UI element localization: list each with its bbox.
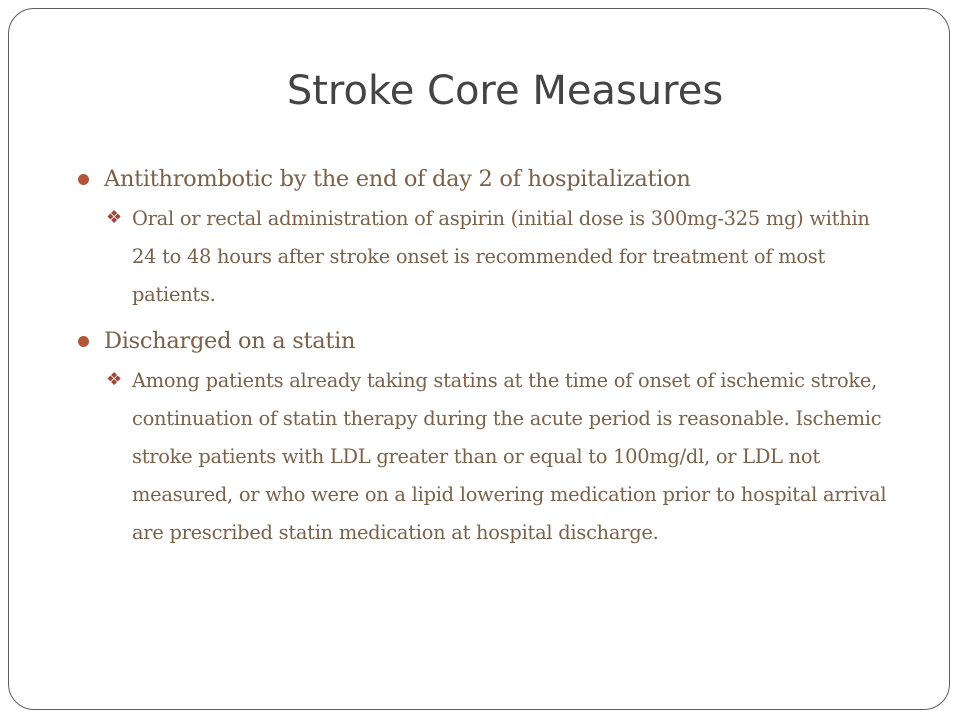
- round-bullet-icon: [78, 336, 89, 347]
- sub-bullet-statin-therapy: [106, 362, 896, 552]
- sub-bullet-text: Among patients already taking statins at the time of onset of ischemic stroke, continuation of statin therapy during the acute period is reasonable. Ischemic stroke patients with LDL greater than or equal to 100mg/dl, or LDL not measured, or who were on a lipid lowering medication prior to hospital arrival are prescribed statin medication at hospital discharge.: [132, 369, 887, 544]
- bullet-text: Discharged on a statin: [104, 328, 356, 354]
- round-bullet-icon: [78, 174, 89, 185]
- bullet-statin: [76, 322, 896, 360]
- diamond-bullet-icon: ❖: [106, 207, 122, 228]
- sub-bullet-aspirin: [106, 200, 896, 314]
- sub-bullet-text: Oral or rectal administration of aspirin (initial dose is 300mg-325 mg) within 24 to 48 hours after stroke onset is recommended for treatment of most patients.: [132, 207, 870, 306]
- slide-title: Stroke Core Measures: [286, 68, 724, 114]
- diamond-bullet-icon: ❖: [106, 369, 122, 390]
- slide-body: [76, 160, 896, 560]
- bullet-antithrombotic: [76, 160, 896, 198]
- bullet-text: Antithrombotic by the end of day 2 of hospitalization: [104, 166, 691, 192]
